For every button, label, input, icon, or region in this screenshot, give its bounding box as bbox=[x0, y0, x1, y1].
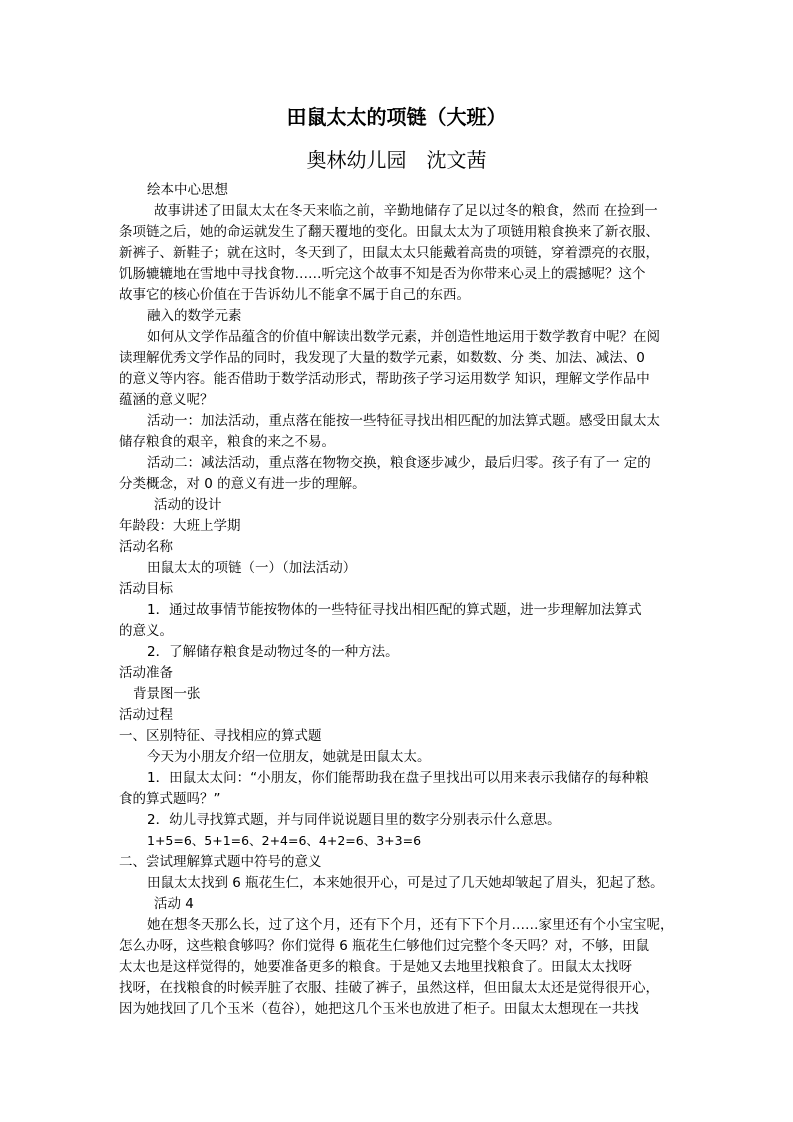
section-heading: 活动准备 bbox=[119, 665, 173, 681]
paragraph-line: 找呀，在找粮食的时候弄脏了衣服、挂破了裤子，虽然这样，但田鼠太太还是觉得很开心， bbox=[119, 980, 659, 996]
paragraph-line: 背景图一张 bbox=[133, 686, 201, 702]
section-heading: 活动 4 bbox=[154, 896, 194, 912]
section-heading: 活动的设计 bbox=[154, 497, 222, 513]
paragraph-line: 活动一：加法活动，重点落在能按一些特征寻找出相匹配的加法算式题。感受田鼠太太 bbox=[147, 413, 660, 429]
section-heading: 绘本中心思想 bbox=[147, 182, 228, 198]
paragraph-line: 读理解优秀文学作品的同时，我发现了大量的数学元素，如数数、分 类、加法、减法、0 bbox=[119, 350, 645, 366]
list-item: 1．田鼠太太问：“小朋友，你们能帮助我在盘子里找出可以用来表示我储存的每种粮 bbox=[147, 770, 649, 786]
list-item: 2．了解储存粮食是动物过冬的一种方法。 bbox=[147, 644, 399, 660]
paragraph-line: 今天为小朋友介绍一位朋友，她就是田鼠太太。 bbox=[147, 749, 431, 765]
paragraph-line: 饥肠辘辘地在雪地中寻找食物……听完这个故事不知是否为你带来心灵上的震撼呢？这个 bbox=[119, 266, 646, 282]
section-heading: 活动过程 bbox=[119, 707, 173, 723]
section-heading: 一、区别特征、寻找相应的算式题 bbox=[119, 728, 322, 744]
paragraph-line: 条项链之后，她的命运就发生了翻天覆地的变化。田鼠太太为了项链用粮食换来了新衣服、 bbox=[119, 224, 659, 240]
list-item: 2．幼儿寻找算式题，并与同伴说说题目里的数字分别表示什么意思。 bbox=[147, 812, 561, 828]
paragraph-line: 怎么办呀，这些粮食够吗？你们觉得 6 瓶花生仁够他们过完整个冬天吗？对，不够，田鼠 bbox=[119, 938, 650, 954]
list-item: 1．通过故事情节能按物体的一些特征寻找出相匹配的算式题，进一步理解加法算式 bbox=[147, 602, 642, 618]
paragraph-line: 蕴涵的意义呢？ bbox=[119, 392, 214, 408]
section-heading: 活动目标 bbox=[119, 581, 173, 597]
paragraph-line: 储存粮食的艰辛，粮食的来之不易。 bbox=[119, 434, 335, 450]
section-heading: 二、尝试理解算式题中符号的意义 bbox=[119, 854, 322, 870]
section-heading: 融入的数学元素 bbox=[147, 308, 242, 324]
paragraph-line: 分类概念，对 0 的意义有进一步的理解。 bbox=[119, 476, 366, 492]
paragraph-line: 太太也是这样觉得的，她要准备更多的粮食。于是她又去地里找粮食了。田鼠太太找呀 bbox=[119, 959, 632, 975]
author-line: 奥林幼儿园 沈文茜 bbox=[306, 148, 487, 172]
info-line: 年龄段：大班上学期 bbox=[119, 518, 241, 534]
equation-line: 1+5=6、5+1=6、2+4=6、4+2=6、3+3=6 bbox=[147, 833, 422, 848]
paragraph-line: 如何从文学作品蕴含的价值中解读出数学元素，并创造性地运用于数学教育中呢？在阅 bbox=[147, 329, 660, 345]
paragraph-line: 活动二：减法活动，重点落在物物交换，粮食逐步减少，最后归零。孩子有了一 定的 bbox=[147, 455, 651, 471]
list-item: 食的算式题吗？” bbox=[119, 791, 221, 807]
paragraph-line: 新裤子、新鞋子；就在这时，冬天到了，田鼠太太只能戴着高贵的项链，穿着漂亮的衣服， bbox=[119, 245, 659, 261]
document-title: 田鼠太太的项链（大班） bbox=[286, 105, 507, 129]
paragraph-line: 田鼠太太找到 6 瓶花生仁，本来她很开心，可是过了几天她却皱起了眉头，犯起了愁。 bbox=[147, 875, 664, 891]
section-heading: 活动名称 bbox=[119, 539, 173, 555]
activity-name: 田鼠太太的项链（一）（加法活动） bbox=[147, 560, 357, 576]
paragraph-line: 的意义等内容。能否借助于数学活动形式，帮助孩子学习运用数学 知识，理解文学作品中 bbox=[119, 371, 650, 387]
paragraph-line: 故事讲述了田鼠太太在冬天来临之前，辛勤地储存了足以过冬的粮食，然而 在捡到一 bbox=[154, 203, 658, 219]
paragraph-line: 故事它的核心价值在于告诉幼儿不能拿不属于自己的东西。 bbox=[119, 287, 470, 303]
paragraph-line: 因为她找回了几个玉米（苞谷），她把这几个玉米也放进了柜子。田鼠太太想现在一共找 bbox=[119, 1001, 639, 1017]
list-item: 的意义。 bbox=[119, 623, 173, 639]
paragraph-line: 她在想冬天那么长，过了这个月，还有下个月，还有下下个月……家里还有个小宝宝呢， bbox=[147, 917, 674, 933]
